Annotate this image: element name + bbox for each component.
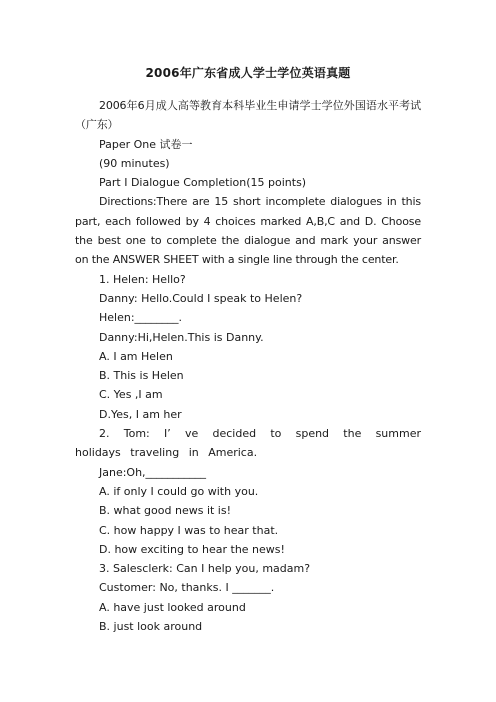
- choice-b: B. This is Helen: [99, 369, 184, 383]
- choice-a: A. have just looked around: [99, 600, 246, 614]
- choice-d: D.Yes, I am her: [99, 407, 182, 421]
- choice-b: B. what good news it is!: [99, 504, 232, 518]
- duration-line: (90 minutes): [99, 156, 170, 170]
- choice-c: C. Yes ,I am: [99, 388, 163, 402]
- document-body: [75, 96, 421, 636]
- dialogue-line: Customer: No, thanks. I _______.: [99, 581, 275, 595]
- question-3: 3. Salesclerk: Can I help you, madam?: [99, 562, 311, 576]
- dialogue-line: Jane:Oh,___________: [99, 465, 207, 479]
- choice-c: C. how happy I was to hear that.: [99, 523, 279, 537]
- intro-paragraph: 2006年6月成人高等教育本科毕业生申请学士学位外国语水平考试（广东）: [75, 99, 421, 132]
- dialogue-line: Danny: Hello.Could I speak to Helen?: [99, 291, 303, 305]
- choice-b: B. just look around: [99, 620, 203, 634]
- paper-heading: Paper One 试卷一: [99, 137, 193, 151]
- directions-paragraph: Directions:There are 15 short incomplete dialogues in this part, each followed by 4 choices marked A,B,C and D. Choose the best one to complete the dialogue and mark your answer on the ANSWER SHEET with a single line through the center.: [75, 195, 421, 267]
- choice-d: D. how exciting to hear the news!: [99, 542, 285, 556]
- dialogue-line: Helen:________.: [99, 311, 183, 325]
- choice-a: A. if only I could go with you.: [99, 484, 259, 498]
- part-heading: Part Ⅰ Dialogue Completion(15 points): [99, 176, 307, 190]
- document-title: 2006年广东省成人学士学位英语真题: [145, 66, 351, 80]
- choice-a: A. I am Helen: [99, 349, 173, 363]
- question-2: 2. Tom: I’ ve decided to spend the summer holidays traveling in America.: [75, 427, 421, 460]
- question-1: 1. Helen: Hello?: [99, 272, 186, 286]
- dialogue-line: Danny:Hi,Helen.This is Danny.: [99, 330, 264, 344]
